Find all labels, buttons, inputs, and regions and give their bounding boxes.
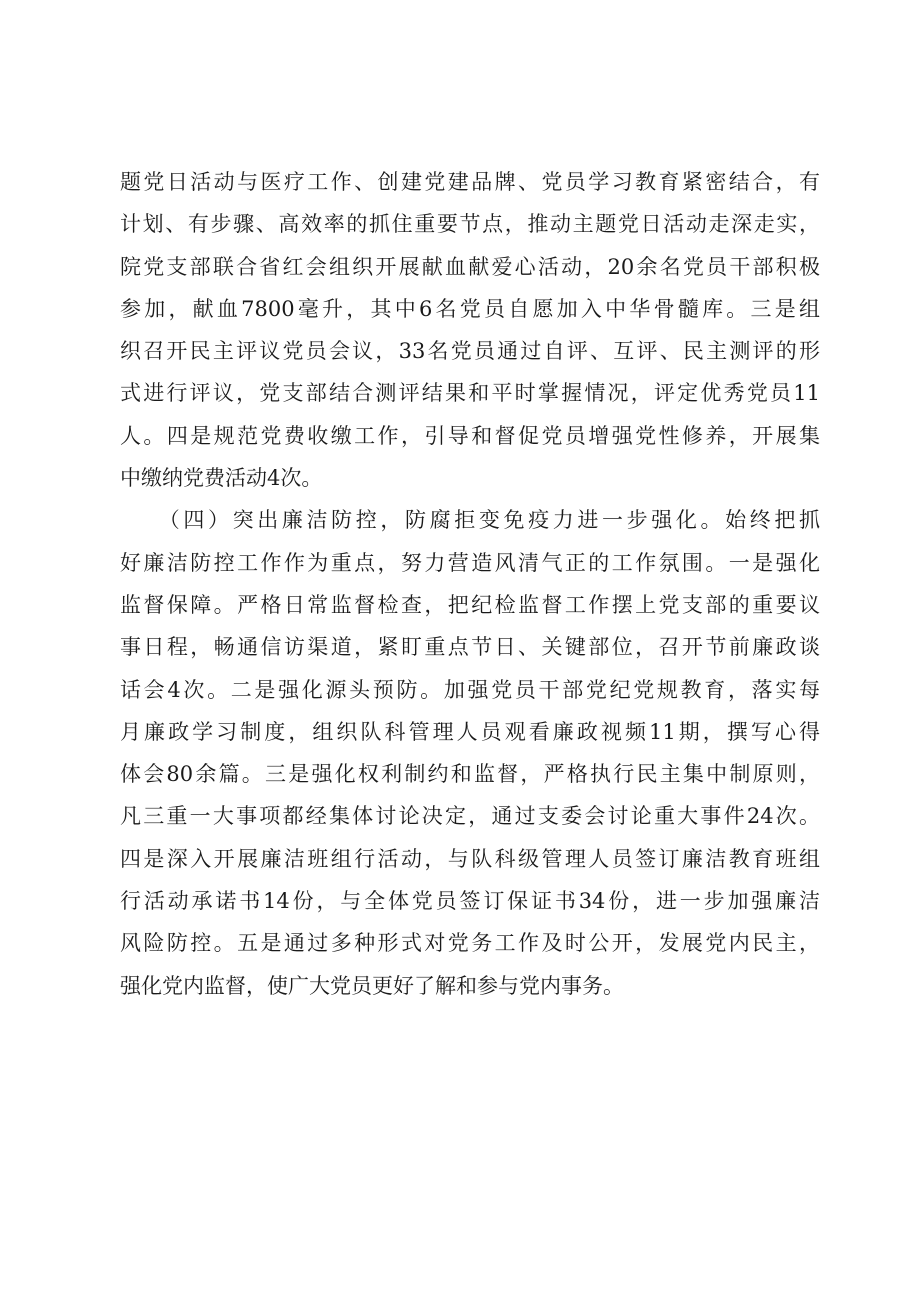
text-line: 话会4次。二是强化源头预防。加强党员干部党纪党规教育，落实每 xyxy=(120,677,820,702)
text-line: 题党日活动与医疗工作、创建党建品牌、党员学习教育紧密结合，有 xyxy=(120,170,820,194)
text-line: 参加，献血7800毫升，其中6名党员自愿加入中华骨髓库。三是组 xyxy=(120,296,820,321)
text-line: 人。四是规范党费收缴工作，引导和督促党员增强党性修养，开展集 xyxy=(120,423,820,448)
text-line: 风险防控。五是通过多种形式对党务工作及时公开，发展党内民主， xyxy=(120,931,820,956)
text-line: 四是深入开展廉洁班组行活动，与队科级管理人员签订廉洁教育班组 xyxy=(120,846,820,871)
document-body xyxy=(120,161,820,1007)
paragraph-party-day-activities xyxy=(120,161,820,499)
text-line: 体会80余篇。三是强化权利制约和监督，严格执行民主集中制原则， xyxy=(120,762,820,787)
text-line: 凡三重一大事项都经集体讨论决定，通过支委会讨论重大事件24次。 xyxy=(120,804,820,829)
text-line: 院党支部联合省红会组织开展献血献爱心活动，20余名党员干部积极 xyxy=(120,254,820,279)
text-line: 事日程，畅通信访渠道，紧盯重点节日、关键部位，召开节前廉政谈 xyxy=(120,635,820,660)
text-line: 中缴纳党费活动4次。 xyxy=(120,466,323,491)
text-line: 月廉政学习制度，组织队科管理人员观看廉政视频11期，撰写心得 xyxy=(120,719,820,744)
text-line: 式进行评议，党支部结合测评结果和平时掌握情况，评定优秀党员11 xyxy=(120,381,820,406)
text-line: 监督保障。严格日常监督检查，把纪检监督工作摆上党支部的重要议 xyxy=(120,592,820,617)
paragraph-integrity-control xyxy=(120,499,820,1007)
text-line: 强化党内监督，使广大党员更好了解和参与党内事务。 xyxy=(120,973,624,998)
text-line: 织召开民主评议党员会议，33名党员通过自评、互评、民主测评的形 xyxy=(120,339,820,364)
text-line: 好廉洁防控工作作为重点，努力营造风清气正的工作氛围。一是强化 xyxy=(120,550,820,575)
text-line: （四）突出廉洁防控，防腐拒变免疫力进一步强化。始终把抓 xyxy=(120,508,820,533)
text-line: 行活动承诺书14份，与全体党员签订保证书34份，进一步加强廉洁 xyxy=(120,889,820,914)
text-line: 计划、有步骤、高效率的抓住重要节点，推动主题党日活动走深走实， xyxy=(120,212,820,237)
